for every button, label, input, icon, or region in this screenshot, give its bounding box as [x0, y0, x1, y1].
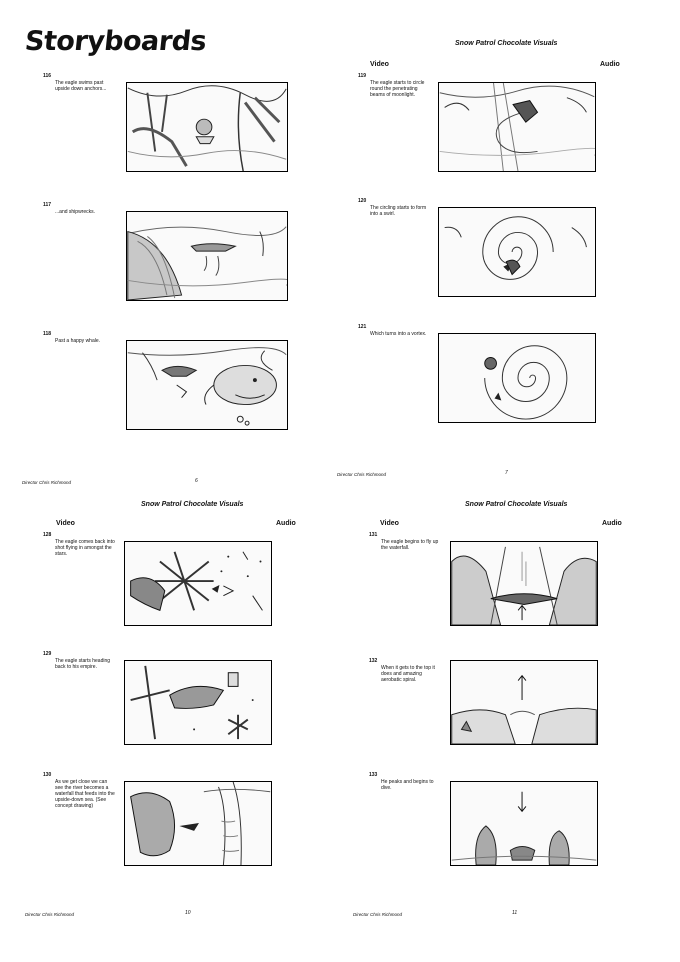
- panel-caption: ...and shipwrecks.: [55, 209, 96, 215]
- panel-caption: Which turns into a vortex.: [370, 331, 427, 337]
- page-title: Storyboards: [23, 26, 208, 57]
- waterfall-climb-sketch-icon: [451, 542, 597, 625]
- panel-caption: As we get close we can see the river becomes a waterfall that feeds into the upside-down sea. (See concept drawing): [55, 779, 115, 809]
- panel-number: 128: [43, 532, 52, 538]
- panel-number: 116: [43, 73, 52, 79]
- panel-number: 118: [43, 331, 52, 337]
- panel-caption: The eagle comes back into shot flying in amongst the stars.: [55, 539, 115, 557]
- panel-caption: When it gets to the top it does and amazing aerobatic spiral.: [381, 665, 435, 683]
- eagle-circling-sketch-icon: [439, 83, 595, 171]
- dive-sketch-icon: [451, 782, 597, 865]
- storyboard-frame: [438, 333, 596, 423]
- swirl-sketch-icon: [439, 208, 595, 296]
- panel-number: 120: [358, 198, 367, 204]
- page-header: Snow Patrol Chocolate Visuals: [141, 501, 244, 508]
- aerobatic-spiral-sketch-icon: [451, 661, 597, 744]
- panel-number: 131: [369, 532, 378, 538]
- panel-number: 121: [358, 324, 367, 330]
- video-column-label: Video: [370, 61, 389, 68]
- panel-caption: The eagle swims past upside down anchors...: [55, 80, 107, 92]
- storyboard-frame: [450, 660, 598, 745]
- storyboard-frame: [438, 82, 596, 172]
- panel-number: 117: [43, 202, 52, 208]
- page-header: Snow Patrol Chocolate Visuals: [465, 501, 568, 508]
- panel-caption: He peaks and begins to dive.: [381, 779, 434, 791]
- audio-column-label: Audio: [600, 61, 620, 68]
- director-credit: Director Chris Richmond: [22, 480, 72, 485]
- storyboard-frame: [124, 781, 272, 866]
- storyboard-frame: [450, 781, 598, 866]
- panel-number: 130: [43, 772, 52, 778]
- panel-caption: Past a happy whale.: [55, 338, 101, 344]
- shipwreck-sketch-icon: [127, 212, 287, 300]
- waterfall-approach-sketch-icon: [125, 782, 271, 865]
- panel-number: 133: [369, 772, 378, 778]
- storyboard-frame: [124, 541, 272, 626]
- eagle-heading-sketch-icon: [125, 661, 271, 744]
- director-credit: Director Chris Richmond: [353, 912, 403, 917]
- director-credit: Director Chris Richmond: [25, 912, 75, 917]
- storyboard-frame: [126, 211, 288, 301]
- panel-caption: The eagle starts to circle round the penetrating beams of moonlight.: [370, 80, 425, 98]
- panel-caption: The eagle starts heading back to his empire.: [55, 658, 111, 670]
- audio-column-label: Audio: [276, 520, 296, 527]
- panel-caption: The circling starts to form into a swirl.: [370, 205, 427, 217]
- anchors-sketch-icon: [127, 83, 287, 171]
- eagle-stars-sketch-icon: [125, 542, 271, 625]
- storyboard-frame: [124, 660, 272, 745]
- storyboard-frame: [126, 340, 288, 430]
- panel-number: 129: [43, 651, 52, 657]
- storyboard-frame: [438, 207, 596, 297]
- director-credit: Director Chris Richmond: [337, 472, 387, 477]
- page-number: 10: [185, 910, 191, 916]
- storyboard-frame: [450, 541, 598, 626]
- whale-sketch-icon: [127, 341, 287, 429]
- page-number: 7: [505, 470, 508, 476]
- storyboard-frame: [126, 82, 288, 172]
- page-header: Snow Patrol Chocolate Visuals: [455, 40, 558, 47]
- page-number: 6: [195, 478, 198, 484]
- audio-column-label: Audio: [602, 520, 622, 527]
- video-column-label: Video: [380, 520, 399, 527]
- page-number: 11: [512, 910, 518, 916]
- video-column-label: Video: [56, 520, 75, 527]
- panel-number: 132: [369, 658, 378, 664]
- panel-caption: The eagle begins to fly up the waterfall.: [381, 539, 439, 551]
- panel-number: 119: [358, 73, 367, 79]
- vortex-sketch-icon: [439, 334, 595, 422]
